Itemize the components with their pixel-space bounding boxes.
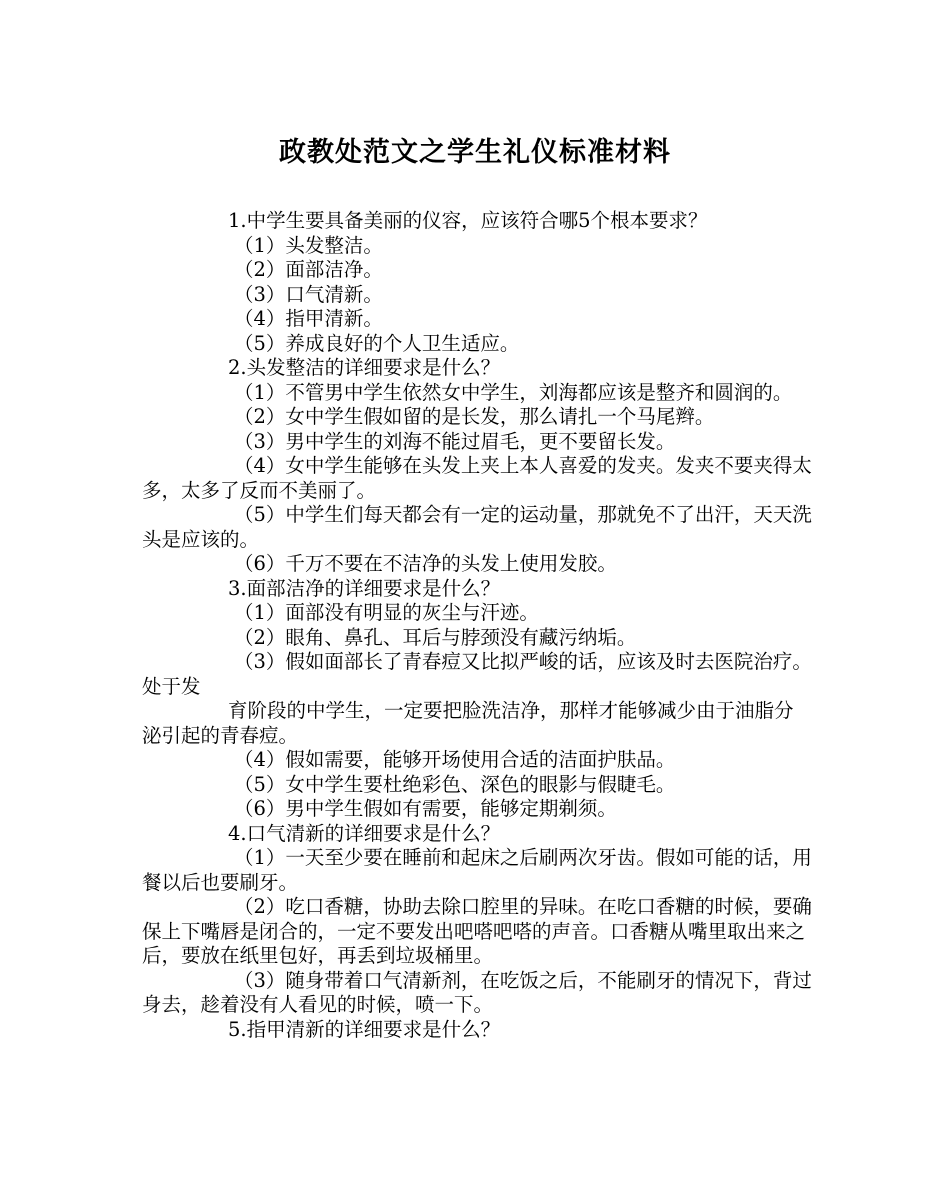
paragraph: （3）假如面部长了青春痘又比拟严峻的话，应该及时去医院治疗。处于发 — [142, 650, 812, 698]
paragraph: （4）指甲清新。 — [234, 307, 383, 330]
document-body — [142, 209, 812, 1042]
paragraph: （4）女中学生能够在头发上夹上本人喜爱的发夹。发夹不要夹得太多，太多了反而不美丽了。 — [142, 454, 812, 502]
section-heading: 3.面部洁净的详细要求是什么？ — [228, 576, 501, 600]
section-heading: 4.口气清新的详细要求是什么？ — [228, 821, 501, 845]
paragraph: （6）千万不要在不洁净的头发上使用发胶。 — [234, 552, 617, 575]
paragraph: （1）不管男中学生依然女中学生，刘海都应该是整齐和圆润的。 — [234, 380, 793, 404]
section-heading: 育阶段的中学生，一定要把脸洗洁净，那样才能够减少由于油脂分泌引起的青春痘。 — [142, 699, 794, 747]
paragraph: （5）女中学生要杜绝彩色、深色的眼影与假睫毛。 — [234, 772, 676, 796]
paragraph: （3）随身带着口气清新剂，在吃饭之后，不能刷牙的情况下，背过身去，趁着没有人看见的时候，喷一下。 — [142, 968, 812, 1016]
paragraph: （1）面部没有明显的灰尘与汗迹。 — [234, 601, 539, 624]
paragraph: （4）假如需要，能够开场使用合适的洁面护肤品。 — [234, 748, 676, 771]
section-heading: 5.指甲清新的详细要求是什么？ — [228, 1017, 501, 1041]
paragraph: （2）眼角、鼻孔、耳后与脖颈没有藏污纳垢。 — [234, 625, 637, 649]
paragraph: （2）女中学生假如留的是长发，那么请扎一个马尾辫。 — [234, 405, 715, 428]
paragraph: （5）中学生们每天都会有一定的运动量，那就免不了出汗，天天洗头是应该的。 — [142, 503, 812, 551]
paragraph: （1）一天至少要在睡前和起床之后刷两次牙齿。假如可能的话，用餐以后也要刷牙。 — [142, 846, 812, 894]
section-heading: 1.中学生要具备美丽的仪容，应该符合哪5个根本要求？ — [228, 209, 708, 232]
paragraph: （6）男中学生假如有需要，能够定期剃须。 — [234, 797, 617, 820]
document-title: 政教处范文之学生礼仪标准材料 — [279, 137, 671, 168]
paragraph: （2）吃口香糖，协助去除口腔里的异味。在吃口香糖的时候，要确保上下嘴唇是闭合的，一定不要发出吧嗒吧嗒的声音。口香糖从嘴里取出来之后，要放在纸里包好，再丢到垃圾桶里。 — [142, 895, 812, 967]
paragraph: （1）头发整洁。 — [234, 233, 383, 257]
paragraph: （2）面部洁净。 — [234, 258, 383, 281]
section-heading: 2.头发整洁的详细要求是什么？ — [228, 356, 501, 379]
paragraph: （3）口气清新。 — [234, 282, 383, 306]
paragraph: （3）男中学生的刘海不能过眉毛，更不要留长发。 — [234, 429, 676, 453]
paragraph: （5）养成良好的个人卫生适应。 — [234, 331, 520, 355]
